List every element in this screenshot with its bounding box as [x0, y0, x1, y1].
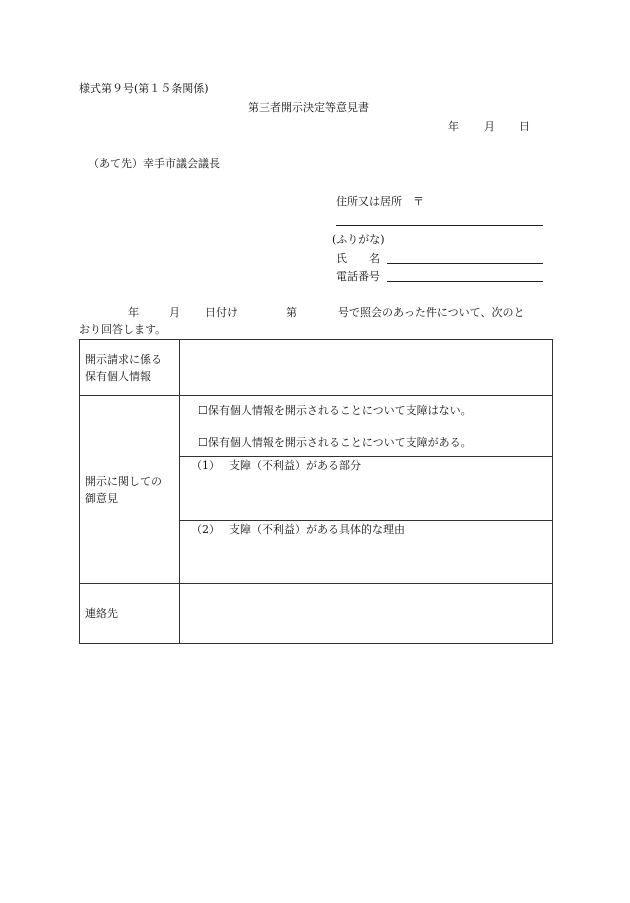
date-day-label: 日 [519, 120, 530, 133]
checkbox-no-obstacle[interactable]: ☐保有個人情報を開示されることについて支障はない。 [198, 404, 472, 417]
table-row [80, 340, 553, 396]
table-row [80, 396, 553, 584]
requested-info-label-line1: 開示請求に係る [85, 352, 162, 366]
date-year-label: 年 [448, 120, 459, 133]
obstacle-reason-label: （2） 支障（不利益）がある具体的な理由 [191, 523, 405, 536]
name-underline[interactable] [387, 263, 543, 264]
contact-label: 連絡先 [80, 584, 180, 644]
requested-info-field[interactable] [180, 340, 553, 396]
document-title: 第三者開示決定等意見書 [248, 101, 369, 114]
table-row [80, 584, 553, 644]
form-number: 様式第９号(第１５条関係) [79, 82, 209, 95]
opinion-cell-body [180, 396, 552, 583]
divider-line [180, 456, 552, 457]
checkbox-obstacle[interactable]: ☐保有個人情報を開示されることについて支障がある。 [198, 436, 472, 449]
intro-year: 年 [128, 306, 139, 319]
opinion-label-cell [80, 396, 180, 584]
divider-line [180, 520, 552, 521]
address-label: 住所又は居所 〒 [336, 195, 424, 208]
opinion-label-line2: 御意見 [85, 491, 118, 505]
addressee: （あて先）幸手市議会議長 [88, 157, 220, 170]
name-label: 氏 名 [336, 252, 380, 265]
requested-info-label-line2: 保有個人情報 [85, 369, 151, 383]
date-month-label: 月 [484, 120, 495, 133]
phone-label: 電話番号 [336, 270, 380, 283]
intro-month: 月 [169, 306, 180, 319]
opinion-field [180, 396, 553, 584]
intro-line1-rest: 号で照会のあった件について、次のと [338, 306, 525, 319]
address-underline[interactable] [336, 225, 543, 226]
intro-number-prefix: 第 [286, 306, 297, 319]
obstacle-part-label: （1） 支障（不利益）がある部分 [191, 459, 361, 472]
furigana-label: (ふりがな) [332, 233, 385, 246]
intro-date-suffix: 日付け [205, 306, 238, 319]
phone-underline[interactable] [387, 281, 543, 282]
opinion-form-table [79, 339, 553, 644]
contact-field[interactable] [180, 584, 553, 644]
opinion-label-line1: 開示に関しての [85, 474, 162, 488]
requested-info-label-cell [80, 340, 180, 396]
intro-line2: おり回答します。 [79, 323, 167, 336]
